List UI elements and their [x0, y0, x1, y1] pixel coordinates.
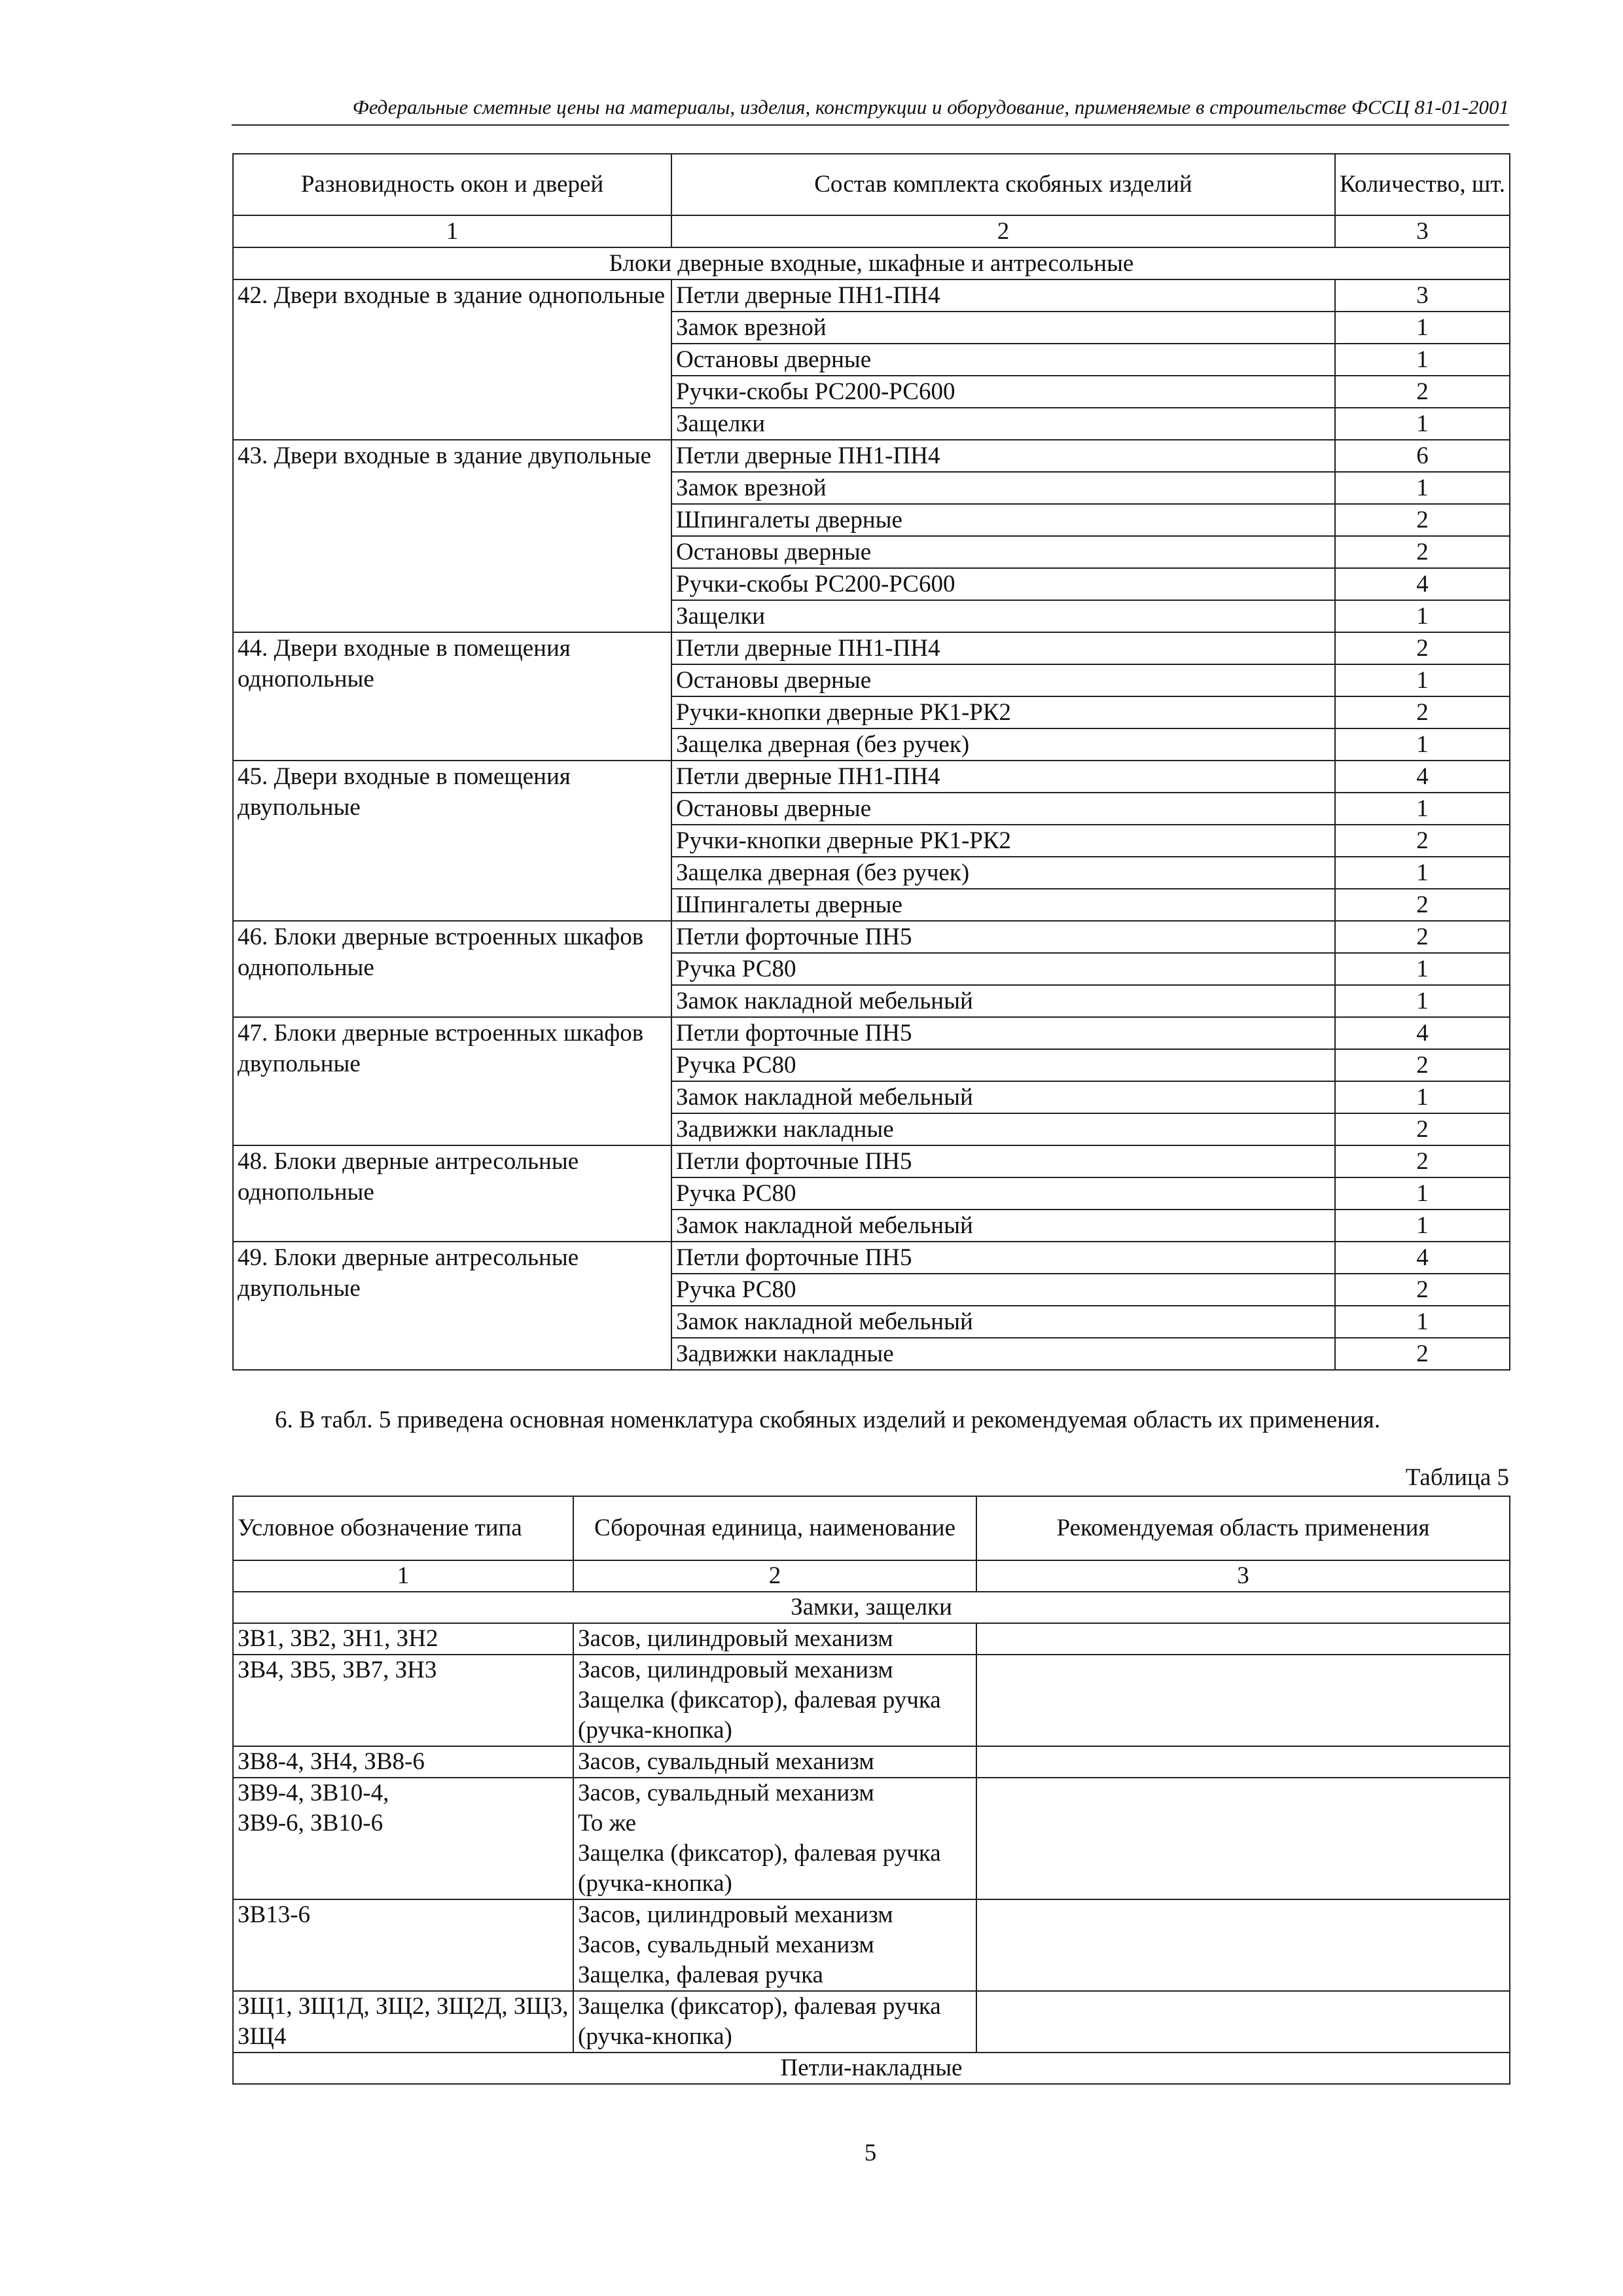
table-row: [233, 921, 1510, 953]
hardware-item-cell: Ручки-кнопки дверные РК1-РК2: [671, 825, 1335, 857]
door-type-cell: 44. Двери входные в помещения однопольные: [233, 632, 671, 761]
assembly-cell: Засов, цилиндровый механизм: [573, 1623, 976, 1655]
application-cell: [976, 1899, 1510, 1991]
col-header-type: Разновидность окон и дверей: [233, 154, 671, 215]
quantity-cell: 4: [1335, 1017, 1510, 1049]
column-number: 1: [233, 215, 671, 247]
designation-cell: ЗВ4, ЗВ5, ЗВ7, ЗН3: [233, 1655, 573, 1746]
hardware-item-cell: Ручка РС80: [671, 1274, 1335, 1306]
quantity-cell: 2: [1335, 825, 1510, 857]
page-number: 5: [864, 2140, 877, 2166]
assembly-cell: Засов, цилиндровый механизм Засов, сувальдный механизм Защелка, фалевая ручка: [573, 1899, 976, 1991]
designation-cell: ЗВ9-4, ЗВ10-4, ЗВ9-6, ЗВ10-6: [233, 1778, 573, 1899]
application-cell: [976, 1746, 1510, 1778]
quantity-cell: 2: [1335, 1338, 1510, 1370]
hardware-item-cell: Петли форточные ПН5: [671, 1017, 1335, 1049]
table-row: [233, 279, 1510, 312]
door-type-cell: 43. Двери входные в здание двупольные: [233, 440, 671, 632]
quantity-cell: 1: [1335, 857, 1510, 889]
table-row: [233, 1017, 1510, 1049]
hardware-item-cell: Замок накладной мебельный: [671, 1210, 1335, 1242]
application-cell: [976, 1991, 1510, 2053]
table-5-caption: Таблица 5: [1405, 1464, 1509, 1491]
quantity-cell: 3: [1335, 279, 1510, 312]
application-cell: [976, 1778, 1510, 1899]
column-number: 3: [976, 1560, 1510, 1592]
table-body: [233, 215, 1510, 1370]
hardware-item-cell: Защелки: [671, 408, 1335, 440]
hardware-item-cell: Замок накладной мебельный: [671, 985, 1335, 1017]
hardware-item-cell: Шпингалеты дверные: [671, 504, 1335, 536]
hardware-item-cell: Петли дверные ПН1-ПН4: [671, 440, 1335, 472]
quantity-cell: 1: [1335, 1177, 1510, 1210]
quantity-cell: 1: [1335, 664, 1510, 696]
table-row: [233, 1991, 1510, 2053]
quantity-cell: 2: [1335, 1113, 1510, 1145]
column-number: 1: [233, 1560, 573, 1592]
quantity-cell: 1: [1335, 408, 1510, 440]
table-row: [233, 1623, 1510, 1655]
table-row: [233, 632, 1510, 664]
assembly-cell: Засов, цилиндровый механизм Защелка (фиксатор), фалевая ручка (ручка-кнопка): [573, 1655, 976, 1746]
door-type-cell: 45. Двери входные в помещения двупольные: [233, 761, 671, 921]
quantity-cell: 1: [1335, 312, 1510, 344]
column-number-row: [233, 1560, 1510, 1592]
hardware-item-cell: Задвижки накладные: [671, 1338, 1335, 1370]
hardware-item-cell: Ручки-кнопки дверные РК1-РК2: [671, 696, 1335, 728]
hardware-item-cell: Петли форточные ПН5: [671, 1242, 1335, 1274]
quantity-cell: 2: [1335, 376, 1510, 408]
quantity-cell: 2: [1335, 1274, 1510, 1306]
assembly-cell: Засов, сувальдный механизм То же Защелка (фиксатор), фалевая ручка (ручка-кнопка): [573, 1778, 976, 1899]
door-type-cell: 49. Блоки дверные антресольные двупольные: [233, 1242, 671, 1370]
quantity-cell: 2: [1335, 696, 1510, 728]
quantity-cell: 6: [1335, 440, 1510, 472]
hardware-item-cell: Ручки-скобы РС200-РС600: [671, 568, 1335, 600]
designation-cell: ЗЩ1, ЗЩ1Д, ЗЩ2, ЗЩ2Д, ЗЩ3, ЗЩ4: [233, 1991, 573, 2053]
hardware-item-cell: Ручка РС80: [671, 1177, 1335, 1210]
hardware-nomenclature-table: [232, 1496, 1510, 2085]
section-row: [233, 2053, 1510, 2084]
section-title: Петли-накладные: [233, 2053, 1510, 2084]
quantity-cell: 1: [1335, 728, 1510, 761]
assembly-cell: Засов, сувальдный механизм: [573, 1746, 976, 1778]
door-type-cell: 42. Двери входные в здание однопольные: [233, 279, 671, 440]
col-header-designation: Условное обозначение типа: [233, 1496, 573, 1560]
quantity-cell: 1: [1335, 600, 1510, 632]
designation-cell: ЗВ13-6: [233, 1899, 573, 1991]
quantity-cell: 1: [1335, 344, 1510, 376]
door-hardware-table: [232, 153, 1510, 1371]
hardware-item-cell: Петли дверные ПН1-ПН4: [671, 761, 1335, 793]
table-row: [233, 1655, 1510, 1746]
application-cell: [976, 1623, 1510, 1655]
table-row: [233, 1746, 1510, 1778]
column-number: 3: [1335, 215, 1510, 247]
hardware-item-cell: Замок врезной: [671, 472, 1335, 504]
col-header-application: Рекомендуемая область применения: [976, 1496, 1510, 1560]
hardware-item-cell: Остановы дверные: [671, 664, 1335, 696]
table-body: [233, 1560, 1510, 2084]
table-row: [233, 1242, 1510, 1274]
hardware-item-cell: Остановы дверные: [671, 793, 1335, 825]
hardware-item-cell: Защелка дверная (без ручек): [671, 857, 1335, 889]
hardware-item-cell: Задвижки накладные: [671, 1113, 1335, 1145]
hardware-item-cell: Ручки-скобы РС200-РС600: [671, 376, 1335, 408]
column-number: 2: [671, 215, 1335, 247]
hardware-item-cell: Защелка дверная (без ручек): [671, 728, 1335, 761]
designation-cell: ЗВ8-4, ЗН4, ЗВ8-6: [233, 1746, 573, 1778]
hardware-item-cell: Замок накладной мебельный: [671, 1081, 1335, 1113]
table-row: [233, 761, 1510, 793]
quantity-cell: 2: [1335, 504, 1510, 536]
section-row: [233, 1592, 1510, 1623]
section-row: [233, 247, 1510, 279]
col-header-assembly: Сборочная единица, наименование: [573, 1496, 976, 1560]
quantity-cell: 2: [1335, 1145, 1510, 1177]
hardware-item-cell: Петли дверные ПН1-ПН4: [671, 279, 1335, 312]
hardware-item-cell: Ручка РС80: [671, 953, 1335, 985]
section-title: Замки, защелки: [233, 1592, 1510, 1623]
hardware-item-cell: Ручка РС80: [671, 1049, 1335, 1081]
running-header: Федеральные сметные цены на материалы, изделия, конструкции и оборудование, применяемые в строительстве ФССЦ 81-01-2001: [232, 96, 1509, 126]
quantity-cell: 2: [1335, 536, 1510, 568]
table-row: [233, 1145, 1510, 1177]
section-title: Блоки дверные входные, шкафные и антресольные: [233, 247, 1510, 279]
col-header-qty: Количество, шт.: [1335, 154, 1510, 215]
quantity-cell: 2: [1335, 921, 1510, 953]
quantity-cell: 1: [1335, 793, 1510, 825]
hardware-item-cell: Остановы дверные: [671, 344, 1335, 376]
hardware-item-cell: Защелки: [671, 600, 1335, 632]
paragraph-6: 6. В табл. 5 приведена основная номенклатура скобяных изделий и рекомендуемая область их применения.: [275, 1407, 1381, 1433]
quantity-cell: 4: [1335, 568, 1510, 600]
door-type-cell: 47. Блоки дверные встроенных шкафов двупольные: [233, 1017, 671, 1145]
assembly-cell: Защелка (фиксатор), фалевая ручка (ручка-кнопка): [573, 1991, 976, 2053]
col-header-set: Состав комплекта скобяных изделий: [671, 154, 1335, 215]
quantity-cell: 1: [1335, 1081, 1510, 1113]
hardware-item-cell: Петли форточные ПН5: [671, 921, 1335, 953]
hardware-item-cell: Замок накладной мебельный: [671, 1306, 1335, 1338]
quantity-cell: 1: [1335, 472, 1510, 504]
table-row: [233, 1778, 1510, 1899]
quantity-cell: 4: [1335, 761, 1510, 793]
hardware-item-cell: Замок врезной: [671, 312, 1335, 344]
quantity-cell: 1: [1335, 1210, 1510, 1242]
column-number-row: [233, 215, 1510, 247]
quantity-cell: 1: [1335, 985, 1510, 1017]
hardware-item-cell: Шпингалеты дверные: [671, 889, 1335, 921]
door-type-cell: 48. Блоки дверные антресольные однопольные: [233, 1145, 671, 1242]
table-row: [233, 1899, 1510, 1991]
quantity-cell: 1: [1335, 953, 1510, 985]
quantity-cell: 2: [1335, 1049, 1510, 1081]
quantity-cell: 2: [1335, 889, 1510, 921]
designation-cell: ЗВ1, ЗВ2, ЗН1, ЗН2: [233, 1623, 573, 1655]
quantity-cell: 4: [1335, 1242, 1510, 1274]
door-type-cell: 46. Блоки дверные встроенных шкафов однопольные: [233, 921, 671, 1017]
hardware-item-cell: Остановы дверные: [671, 536, 1335, 568]
quantity-cell: 1: [1335, 1306, 1510, 1338]
hardware-item-cell: Петли форточные ПН5: [671, 1145, 1335, 1177]
application-cell: [976, 1655, 1510, 1746]
column-number: 2: [573, 1560, 976, 1592]
table-row: [233, 440, 1510, 472]
hardware-item-cell: Петли дверные ПН1-ПН4: [671, 632, 1335, 664]
quantity-cell: 2: [1335, 632, 1510, 664]
